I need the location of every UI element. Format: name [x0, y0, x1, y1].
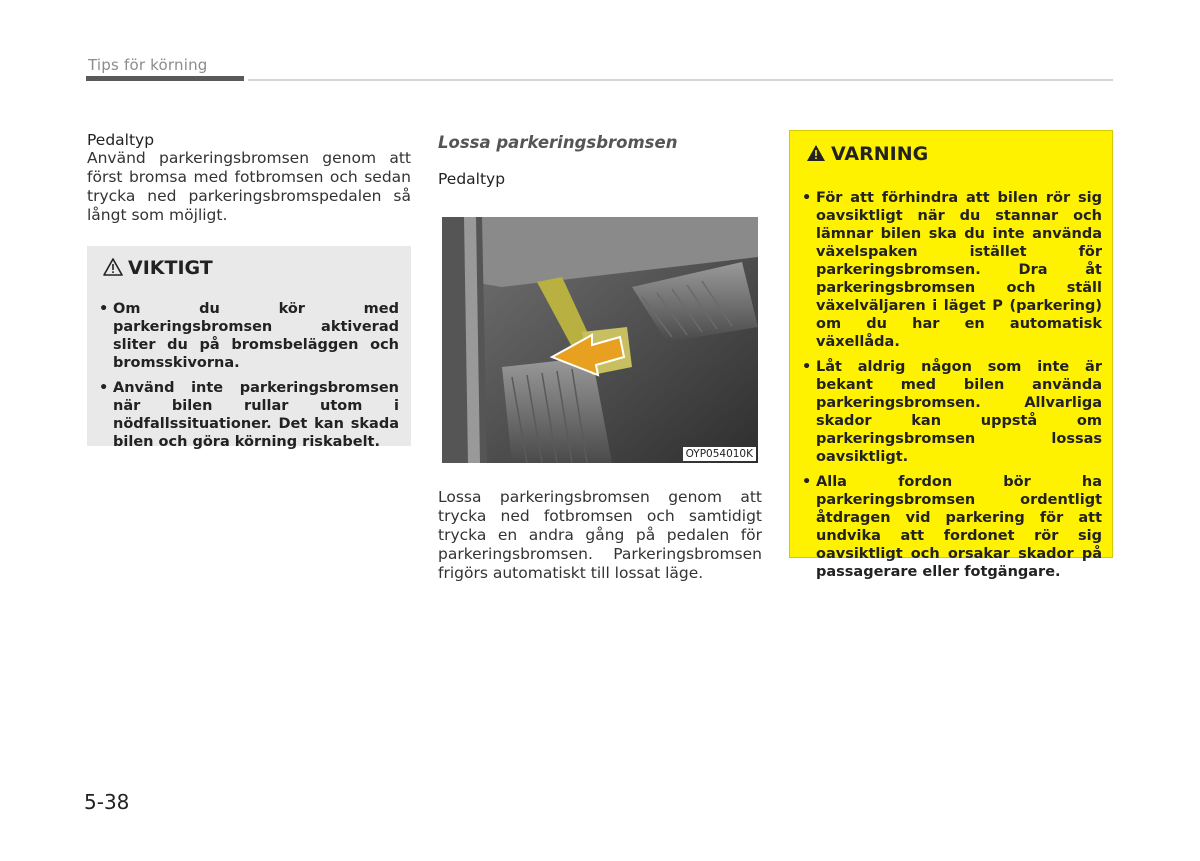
warning-title: [806, 143, 928, 167]
warning-triangle-icon: [806, 144, 826, 167]
middle-subheading: Pedaltyp: [438, 170, 506, 188]
left-paragraph: Använd parkeringsbromsen genom att först bromsa med fotbromsen och sedan trycka ned parkeringsbromspedalen så långt som möjligt.: [87, 149, 411, 224]
warning-box: [789, 130, 1113, 580]
warning-triangle-icon: [103, 258, 123, 281]
header-rule-light: [248, 79, 1113, 81]
notice-item: • Om du kör med parkeringsbromsen aktiverad sliter du på bromsbeläggen och bromsskivorna.: [99, 300, 399, 372]
warning-item: • Låt aldrig någon som inte är bekant med bilen använda parkeringsbromsen. Allvarliga skador kan uppstå om parkeringsbromsen lossas oavsiktligt.: [802, 358, 1102, 466]
notice-list: [99, 300, 399, 458]
warning-item: • För att förhindra att bilen rör sig oavsiktligt när du stannar och lämnar bilen ska du inte använda växelspaken istället för parkeringsbromsen. Dra åt parkeringsbromsen och ställ växelväljaren i läget P (parkering) om du har en automatisk växellåda.: [802, 189, 1102, 351]
parking-brake-pedal-figure: [442, 217, 758, 463]
warning-list: [802, 189, 1102, 588]
section-header: Tips för körning: [88, 56, 208, 74]
warning-title-text: VARNING: [831, 143, 929, 165]
notice-item: • Använd inte parkeringsbromsen när bilen rullar utom i nödfallssituationer. Det kan skada bilen och göra körning riskabelt.: [99, 379, 399, 451]
notice-title: [103, 257, 213, 281]
header-rule-dark: [86, 76, 244, 81]
figure-code: OYP054010K: [683, 447, 756, 461]
left-subheading: Pedaltyp: [87, 131, 155, 149]
section-title: Lossa parkeringsbromsen: [438, 133, 678, 152]
notice-box: [87, 246, 411, 450]
warning-item: • Alla fordon bör ha parkeringsbromsen ordentligt åtdragen vid parkering för att undvika att fordonet rör sig oavsiktligt och orsakar skador på passagerare eller fotgängare.: [802, 473, 1102, 581]
notice-title-text: VIKTIGT: [128, 257, 213, 279]
page-number: 5-38: [84, 790, 130, 814]
left-column: [87, 131, 411, 225]
middle-paragraph: Lossa parkeringsbromsen genom att trycka ned fotbromsen och samtidigt trycka en andra gång på pedalen för parkeringsbromsen. Parkeringsbromsen frigörs automatiskt till lossat läge.: [438, 488, 762, 582]
